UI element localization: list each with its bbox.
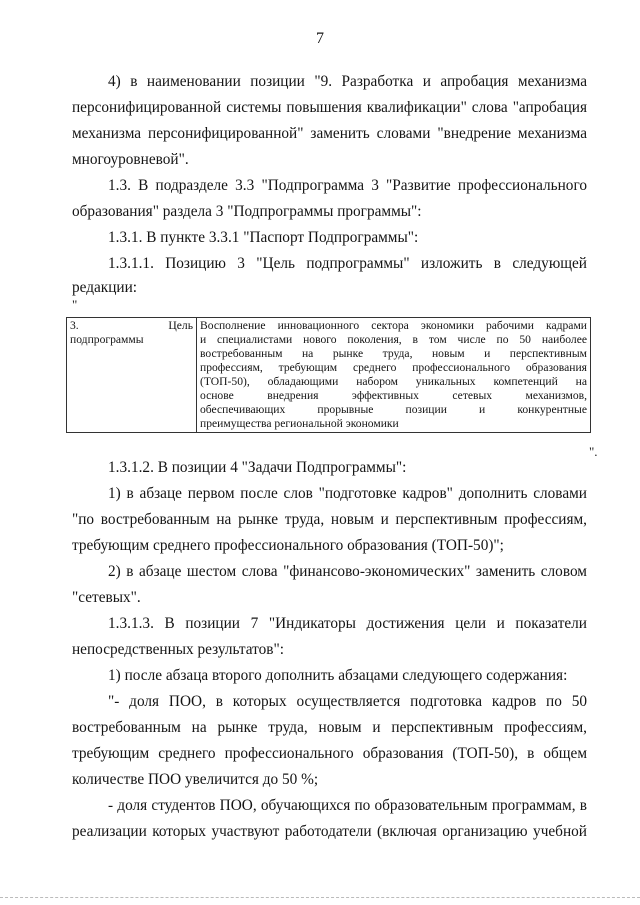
paragraph-line: реализации которых участвуют работодатели (включая организацию учебной <box>72 823 587 840</box>
table-cell-label <box>67 318 197 433</box>
paragraph-line: образования" раздела 3 "Подпрограммы программы": <box>72 203 422 220</box>
paragraph-line: востребованным на рынке труда, новым и перспективным профессиям, <box>72 719 587 736</box>
paragraph-line: непосредственных результатов": <box>72 641 284 658</box>
cell-line: подпрограммы <box>70 333 144 346</box>
table-cell-text <box>197 318 591 433</box>
paragraph-line: 1) в абзаце первом после слов "подготовке кадров" дополнить словами <box>108 485 587 502</box>
passport-table <box>66 317 591 433</box>
cell-number: 3. <box>70 319 79 332</box>
paragraph-line: 4) в наименовании позиции "9. Разработка и апробация механизма <box>108 73 587 90</box>
page-number: 7 <box>316 30 324 47</box>
paragraph-line: персонифицированной системы повышения квалификации" слова "апробация <box>72 99 587 116</box>
paragraph-line: "- доля ПОО, в которых осуществляется подготовка кадров по 50 <box>108 693 587 710</box>
cell-line: востребованным на рынке труда, новым и перспективным <box>200 347 587 360</box>
paragraph-line: - доля студентов ПОО, обучающихся по образовательным программам, в <box>108 797 587 814</box>
closing-quote: ". <box>589 444 598 459</box>
paragraph-line: количестве ПОО увеличится до 50 %; <box>72 771 319 788</box>
paragraph-line: "сетевых". <box>72 589 141 606</box>
paragraph-line: 1) после абзаца второго дополнить абзацами следующего содержания: <box>108 667 568 684</box>
cell-word: Цель <box>168 319 193 332</box>
paragraph-line: 1.3.1.2. В позиции 4 "Задачи Подпрограммы": <box>108 459 407 476</box>
cell-line: Восполнение инновационного сектора экономики рабочими кадрами <box>200 319 587 332</box>
table-row <box>67 318 591 433</box>
cell-line: основе внедрения эффективных сетевых механизмов, <box>200 389 587 402</box>
paragraph-line: 1.3.1. В пункте 3.3.1 "Паспорт Подпрограммы": <box>108 229 419 246</box>
paragraph-line: многоуровневой". <box>72 151 189 168</box>
paragraph-line: требующим среднего профессионального образования (ТОП-50), в общем <box>72 745 587 762</box>
cell-line: и специалистами нового поколения, в том числе по 50 наиболее <box>200 333 587 346</box>
page-bottom-edge <box>0 897 640 898</box>
paragraph-line: редакции: <box>72 279 138 296</box>
paragraph-line: требующим среднего профессионального образования (ТОП-50)"; <box>72 537 504 554</box>
paragraph-line: 2) в абзаце шестом слова "финансово-экономических" заменить словом <box>108 563 587 580</box>
paragraph-line: "по востребованным на рынке труда, новым и перспективным профессиям, <box>72 511 587 528</box>
paragraph-line: механизма персонифицированной" заменить словами "внедрение механизма <box>72 125 587 142</box>
cell-line: обеспечивающих прорывные позиции и конкурентные <box>200 403 587 416</box>
cell-line: профессиям, требующим среднего профессионального образования <box>200 361 587 374</box>
cell-line: преимущества региональной экономики <box>200 417 399 430</box>
paragraph-line: 1.3.1.3. В позиции 7 "Индикаторы достижения цели и показатели <box>108 615 587 632</box>
paragraph-line: 1.3.1.1. Позицию 3 "Цель подпрограммы" изложить в следующей <box>108 255 587 272</box>
opening-quote: " <box>72 297 78 312</box>
cell-line: (ТОП-50), обладающими набором уникальных компетенций на <box>200 375 587 388</box>
paragraph-line: 1.3. В подразделе 3.3 "Подпрограмма 3 "Развитие профессионального <box>108 177 587 194</box>
